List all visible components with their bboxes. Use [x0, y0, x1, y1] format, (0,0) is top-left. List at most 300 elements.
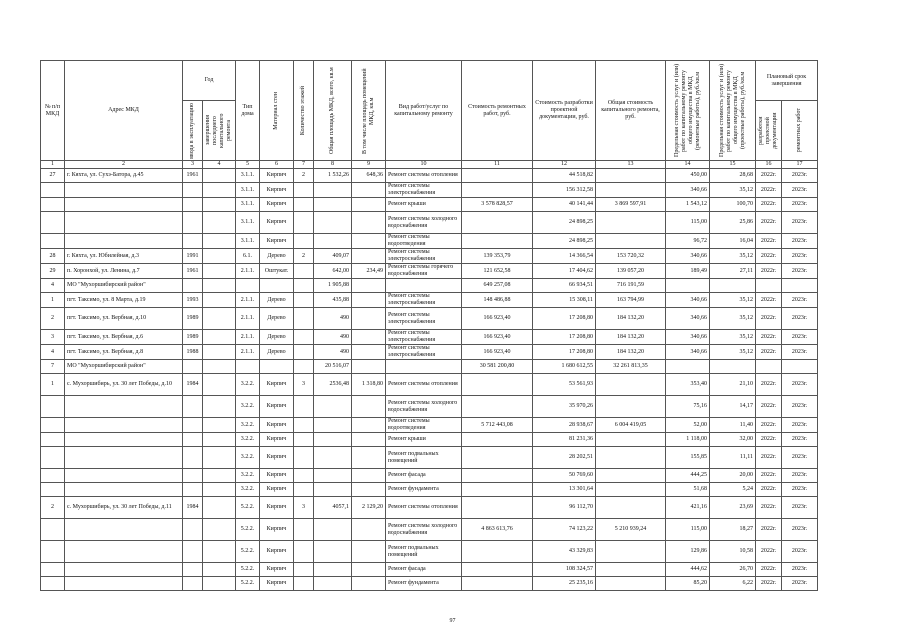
table-cell: Кирпич	[260, 169, 294, 183]
table-cell: 2022г.	[756, 469, 782, 483]
table-cell: 234,49	[352, 264, 386, 279]
table-body	[41, 169, 818, 591]
table-cell: 74 123,22	[533, 519, 596, 541]
table-cell: Ремонт крыши	[386, 198, 462, 212]
table-cell: 340,66	[666, 249, 710, 264]
table-cell	[260, 279, 294, 293]
column-number: 11	[462, 161, 533, 169]
table-cell	[294, 279, 314, 293]
table-cell	[352, 469, 386, 483]
table-cell	[183, 418, 203, 433]
table-cell: Кирпич	[260, 396, 294, 418]
table-cell: 2	[294, 169, 314, 183]
table-cell: Ремонт системы электроснабжения	[386, 293, 462, 308]
table-cell: 2023г.	[782, 212, 818, 234]
column-number: 8	[314, 161, 352, 169]
table-cell	[314, 396, 352, 418]
table-cell: 14 366,54	[533, 249, 596, 264]
table-row	[41, 541, 818, 563]
table-cell	[596, 169, 666, 183]
table-cell: Кирпич	[260, 374, 294, 396]
column-number: 15	[710, 161, 756, 169]
table-cell: 17 208,80	[533, 330, 596, 345]
table-cell	[183, 433, 203, 447]
table-cell: 20 516,07	[314, 360, 352, 374]
table-cell: Ремонт фундамента	[386, 577, 462, 591]
table-cell	[203, 497, 236, 519]
table-cell: с. Мухоршибирь, ул. 30 лет Победы, д.10	[65, 374, 183, 396]
table-cell: 5.2.2.	[236, 497, 260, 519]
table-cell	[65, 541, 183, 563]
table-cell: 17 404,62	[533, 264, 596, 279]
table-cell	[183, 212, 203, 234]
table-cell: 4 863 613,76	[462, 519, 533, 541]
table-cell	[203, 234, 236, 249]
column-number: 3	[183, 161, 203, 169]
table-cell: 6.1.	[236, 249, 260, 264]
table-cell: 2022г.	[756, 293, 782, 308]
table-cell	[203, 249, 236, 264]
table-cell	[710, 360, 756, 374]
table-cell	[596, 563, 666, 577]
table-cell: 17 208,80	[533, 345, 596, 360]
table-cell: 5,24	[710, 483, 756, 497]
table-cell: 490	[314, 345, 352, 360]
table-cell	[294, 519, 314, 541]
table-cell: 2022г.	[756, 563, 782, 577]
table-cell: 14,17	[710, 396, 756, 418]
column-number: 13	[596, 161, 666, 169]
table-row	[41, 293, 818, 308]
table-cell: Ремонт фасада	[386, 563, 462, 577]
table-cell: 2	[41, 497, 65, 519]
table-cell: 2023г.	[782, 418, 818, 433]
table-cell: 2022г.	[756, 497, 782, 519]
table-cell: 3.2.2.	[236, 469, 260, 483]
table-row	[41, 447, 818, 469]
table-row	[41, 418, 818, 433]
table-cell	[596, 577, 666, 591]
table-cell	[183, 234, 203, 249]
table-row	[41, 483, 818, 497]
table-cell: 32 261 813,35	[596, 360, 666, 374]
table-cell: Ремонт фасада	[386, 469, 462, 483]
table-cell: 2023г.	[782, 396, 818, 418]
table-cell: 44 518,82	[533, 169, 596, 183]
table-cell	[462, 469, 533, 483]
table-cell	[352, 212, 386, 234]
table-cell: 1 118,00	[666, 433, 710, 447]
table-cell	[462, 563, 533, 577]
header-year-commission: ввода в эксплуатацию	[189, 102, 195, 159]
table-cell: 2023г.	[782, 330, 818, 345]
table-cell	[294, 418, 314, 433]
table-cell	[65, 198, 183, 212]
table-cell	[65, 469, 183, 483]
table-cell: 1993	[183, 293, 203, 308]
table-cell	[183, 396, 203, 418]
table-cell	[352, 541, 386, 563]
table-cell: 35,12	[710, 308, 756, 330]
table-cell: 490	[314, 308, 352, 330]
table-cell: 1 318,80	[352, 374, 386, 396]
table-cell: Ремонт системы отопления	[386, 374, 462, 396]
table-cell	[183, 577, 203, 591]
table-cell	[294, 345, 314, 360]
table-cell: 35,12	[710, 183, 756, 198]
table-cell	[65, 234, 183, 249]
table-row	[41, 279, 818, 293]
table-cell: 2023г.	[782, 483, 818, 497]
table-cell	[462, 577, 533, 591]
table-cell	[203, 198, 236, 212]
table-cell: Ремонт системы электроснабжения	[386, 345, 462, 360]
table-row	[41, 169, 818, 183]
table-cell: 2	[294, 249, 314, 264]
table-cell: 28	[41, 249, 65, 264]
table-cell: 1 680 612,55	[533, 360, 596, 374]
table-cell: 51,68	[666, 483, 710, 497]
table-cell: 1961	[183, 264, 203, 279]
table-cell	[65, 396, 183, 418]
table-row	[41, 198, 818, 212]
table-cell: Ремонт фундамента	[386, 483, 462, 497]
table-cell: пгт. Таксимо, ул. Вербная, д.10	[65, 308, 183, 330]
table-cell: 115,00	[666, 212, 710, 234]
header-repair-cost: Стоимость ремонтных работ, руб.	[462, 61, 533, 161]
column-number: 12	[533, 161, 596, 169]
table-cell: 166 923,40	[462, 330, 533, 345]
table-row	[41, 234, 818, 249]
table-cell: 35,12	[710, 293, 756, 308]
table-cell	[314, 433, 352, 447]
header-design-cost: Стоимость разработки проектной документации, руб.	[533, 61, 596, 161]
table-cell: 716 191,59	[596, 279, 666, 293]
table-cell: 35,12	[710, 249, 756, 264]
table-cell	[294, 541, 314, 563]
table-cell	[352, 308, 386, 330]
table-cell: 490	[314, 330, 352, 345]
table-cell	[183, 469, 203, 483]
table-cell	[596, 374, 666, 396]
table-cell: 40 141,44	[533, 198, 596, 212]
column-number: 9	[352, 161, 386, 169]
table-cell: 409,07	[314, 249, 352, 264]
table-cell: 1989	[183, 330, 203, 345]
table-cell: 5 712 443,08	[462, 418, 533, 433]
column-number: 17	[782, 161, 818, 169]
table-cell	[203, 169, 236, 183]
table-cell: Кирпич	[260, 483, 294, 497]
table-cell	[386, 279, 462, 293]
table-cell: 184 132,20	[596, 345, 666, 360]
table-cell	[294, 264, 314, 279]
table-cell: Ремонт подвальных помещений	[386, 447, 462, 469]
table-cell	[596, 541, 666, 563]
table-cell: 3 869 597,91	[596, 198, 666, 212]
table-cell	[462, 433, 533, 447]
table-cell	[203, 264, 236, 279]
table-cell	[294, 563, 314, 577]
table-cell: г. Кяхта, ул. Сухэ-Батора, д.45	[65, 169, 183, 183]
table-cell	[294, 447, 314, 469]
table-cell	[41, 577, 65, 591]
table-cell: 15 308,11	[533, 293, 596, 308]
table-cell	[183, 360, 203, 374]
table-cell: 2022г.	[756, 447, 782, 469]
table-cell: 1991	[183, 249, 203, 264]
table-cell: 2023г.	[782, 374, 818, 396]
table-cell: 5.2.2.	[236, 519, 260, 541]
table-cell	[386, 360, 462, 374]
table-row	[41, 360, 818, 374]
table-cell: 3.2.2.	[236, 483, 260, 497]
table-cell: 5.2.2.	[236, 577, 260, 591]
table-cell	[65, 433, 183, 447]
table-cell: Кирпич	[260, 447, 294, 469]
table-cell: 649 257,08	[462, 279, 533, 293]
table-cell	[462, 497, 533, 519]
table-cell: пгт. Таксимо, ул. Вербная, д.8	[65, 345, 183, 360]
table-cell: 3.2.2.	[236, 396, 260, 418]
table-cell	[294, 212, 314, 234]
table-cell: г. Кяхта, ул. Юбилейная, д.3	[65, 249, 183, 264]
table-cell: 642,00	[314, 264, 352, 279]
table-cell: 139 353,79	[462, 249, 533, 264]
table-cell	[41, 234, 65, 249]
table-cell	[203, 360, 236, 374]
table-cell: 3.2.2.	[236, 447, 260, 469]
table-cell: Ремонт системы холодного водоснабжения	[386, 396, 462, 418]
table-row	[41, 469, 818, 483]
table-cell: 35,12	[710, 330, 756, 345]
table-cell: 2023г.	[782, 447, 818, 469]
header-term-design: разработки проектной документации	[758, 112, 778, 149]
table-row	[41, 433, 818, 447]
table-cell: 2023г.	[782, 264, 818, 279]
table-cell: 2023г.	[782, 308, 818, 330]
table-cell: 2 129,20	[352, 497, 386, 519]
table-cell: 1988	[183, 345, 203, 360]
table-cell: 2022г.	[756, 541, 782, 563]
table-cell	[260, 360, 294, 374]
table-cell: 421,16	[666, 497, 710, 519]
table-cell: МО "Мухоршибирский район"	[65, 279, 183, 293]
table-cell: 30 581 200,80	[462, 360, 533, 374]
table-cell: 2023г.	[782, 234, 818, 249]
table-cell	[294, 293, 314, 308]
table-cell: 2022г.	[756, 249, 782, 264]
table-cell: 10,58	[710, 541, 756, 563]
table-cell: 2023г.	[782, 469, 818, 483]
table-cell: 153 720,32	[596, 249, 666, 264]
table-cell: 184 132,20	[596, 308, 666, 330]
table-cell	[314, 183, 352, 198]
header-total-area: Общая площадь МКД, всего, кв.м	[329, 67, 335, 154]
table-cell	[203, 396, 236, 418]
table-cell: 3.2.2.	[236, 374, 260, 396]
table-cell: 3.1.1.	[236, 212, 260, 234]
header-planned-term: Плановый срок завершения	[756, 61, 818, 101]
table-cell: 17 208,80	[533, 308, 596, 330]
table-cell: Кирпич	[260, 563, 294, 577]
table-cell	[294, 198, 314, 212]
table-cell: Кирпич	[260, 433, 294, 447]
table-cell: 2023г.	[782, 563, 818, 577]
table-cell: Дерево	[260, 249, 294, 264]
table-header	[41, 61, 818, 169]
table-cell: 28 202,51	[533, 447, 596, 469]
table-cell	[294, 433, 314, 447]
column-number: 16	[756, 161, 782, 169]
table-row	[41, 249, 818, 264]
table-cell: 155,85	[666, 447, 710, 469]
column-number: 5	[236, 161, 260, 169]
table-cell: с. Мухоршибирь, ул. 30 лет Победы, д.11	[65, 497, 183, 519]
table-cell	[782, 279, 818, 293]
table-cell	[41, 433, 65, 447]
column-number: 1	[41, 161, 65, 169]
table-row	[41, 563, 818, 577]
table-cell	[596, 497, 666, 519]
table-cell: 2023г.	[782, 249, 818, 264]
table-cell: 3 578 828,57	[462, 198, 533, 212]
table-cell: 4	[41, 279, 65, 293]
table-row	[41, 577, 818, 591]
table-cell	[65, 563, 183, 577]
table-cell	[596, 183, 666, 198]
table-cell: Дерево	[260, 330, 294, 345]
table-cell	[352, 234, 386, 249]
header-year-repair: завершения последнего капитального ремонта	[205, 113, 232, 148]
table-cell	[462, 374, 533, 396]
table-cell: 5.2.2.	[236, 541, 260, 563]
table-cell: 1 543,12	[666, 198, 710, 212]
table-cell	[41, 212, 65, 234]
table-cell: 2.1.1.	[236, 264, 260, 279]
table-cell	[203, 212, 236, 234]
table-cell: 189,49	[666, 264, 710, 279]
table-cell: 96 112,70	[533, 497, 596, 519]
table-cell	[352, 198, 386, 212]
table-cell	[462, 212, 533, 234]
table-cell: 115,00	[666, 519, 710, 541]
table-cell	[183, 563, 203, 577]
table-cell: 1 905,88	[314, 279, 352, 293]
table-cell	[314, 469, 352, 483]
table-cell	[203, 183, 236, 198]
table-cell	[314, 418, 352, 433]
table-row	[41, 497, 818, 519]
table-cell	[203, 330, 236, 345]
table-row	[41, 330, 818, 345]
table-cell	[203, 308, 236, 330]
table-cell: пгт. Таксимо, ул. 8 Марта, д.19	[65, 293, 183, 308]
table-cell	[41, 519, 65, 541]
table-cell: 6 004 419,05	[596, 418, 666, 433]
table-cell: 148 486,88	[462, 293, 533, 308]
table-cell	[462, 169, 533, 183]
table-cell	[462, 541, 533, 563]
table-cell: 353,40	[666, 374, 710, 396]
table-cell	[314, 541, 352, 563]
table-cell: 2022г.	[756, 234, 782, 249]
table-cell: 1	[41, 293, 65, 308]
table-cell: 166 923,40	[462, 308, 533, 330]
table-cell: 648,36	[352, 169, 386, 183]
capital-repair-table	[40, 60, 818, 591]
table-row	[41, 308, 818, 330]
table-cell	[183, 483, 203, 497]
table-cell: 2023г.	[782, 345, 818, 360]
table-cell: 5 210 939,24	[596, 519, 666, 541]
table-cell: 340,66	[666, 183, 710, 198]
table-cell	[41, 447, 65, 469]
table-cell: 21,10	[710, 374, 756, 396]
table-cell	[756, 279, 782, 293]
table-cell	[756, 360, 782, 374]
table-cell: Ремонт системы отопления	[386, 497, 462, 519]
table-cell: 129,86	[666, 541, 710, 563]
table-cell: Кирпич	[260, 497, 294, 519]
table-cell	[41, 469, 65, 483]
table-cell	[203, 483, 236, 497]
table-cell: Ремонт системы холодного водоснабжения	[386, 519, 462, 541]
table-cell: 2022г.	[756, 577, 782, 591]
table-cell	[203, 418, 236, 433]
table-cell	[314, 234, 352, 249]
table-row	[41, 264, 818, 279]
table-cell	[65, 447, 183, 469]
table-cell: 450,00	[666, 169, 710, 183]
table-cell: 2023г.	[782, 198, 818, 212]
table-cell: 166 923,40	[462, 345, 533, 360]
table-cell	[314, 447, 352, 469]
table-cell: 2023г.	[782, 541, 818, 563]
table-cell: 75,16	[666, 396, 710, 418]
table-cell: 43 329,83	[533, 541, 596, 563]
table-cell: МО "Мухоршибирский район"	[65, 360, 183, 374]
column-number: 2	[65, 161, 183, 169]
table-cell: 25 235,16	[533, 577, 596, 591]
table-cell	[203, 563, 236, 577]
table-cell: 444,62	[666, 563, 710, 577]
table-cell: 2022г.	[756, 433, 782, 447]
table-cell: 16,04	[710, 234, 756, 249]
table-cell: 2022г.	[756, 345, 782, 360]
table-cell: Ремонт системы водоотведения	[386, 418, 462, 433]
table-cell: 3.1.1.	[236, 198, 260, 212]
table-cell: 2536,48	[314, 374, 352, 396]
table-cell: 2022г.	[756, 418, 782, 433]
table-cell: Кирпич	[260, 519, 294, 541]
table-cell	[203, 345, 236, 360]
table-cell	[65, 483, 183, 497]
table-cell: 2022г.	[756, 519, 782, 541]
table-cell: 27	[41, 169, 65, 183]
table-cell	[294, 577, 314, 591]
table-cell	[65, 519, 183, 541]
table-cell: 1984	[183, 374, 203, 396]
table-cell: 2023г.	[782, 169, 818, 183]
table-cell: 2022г.	[756, 212, 782, 234]
table-cell	[666, 360, 710, 374]
table-cell: 96,72	[666, 234, 710, 249]
header-term-repair: ремонтных работ	[796, 108, 802, 153]
table-cell: 52,00	[666, 418, 710, 433]
table-cell	[236, 360, 260, 374]
table-cell	[596, 483, 666, 497]
